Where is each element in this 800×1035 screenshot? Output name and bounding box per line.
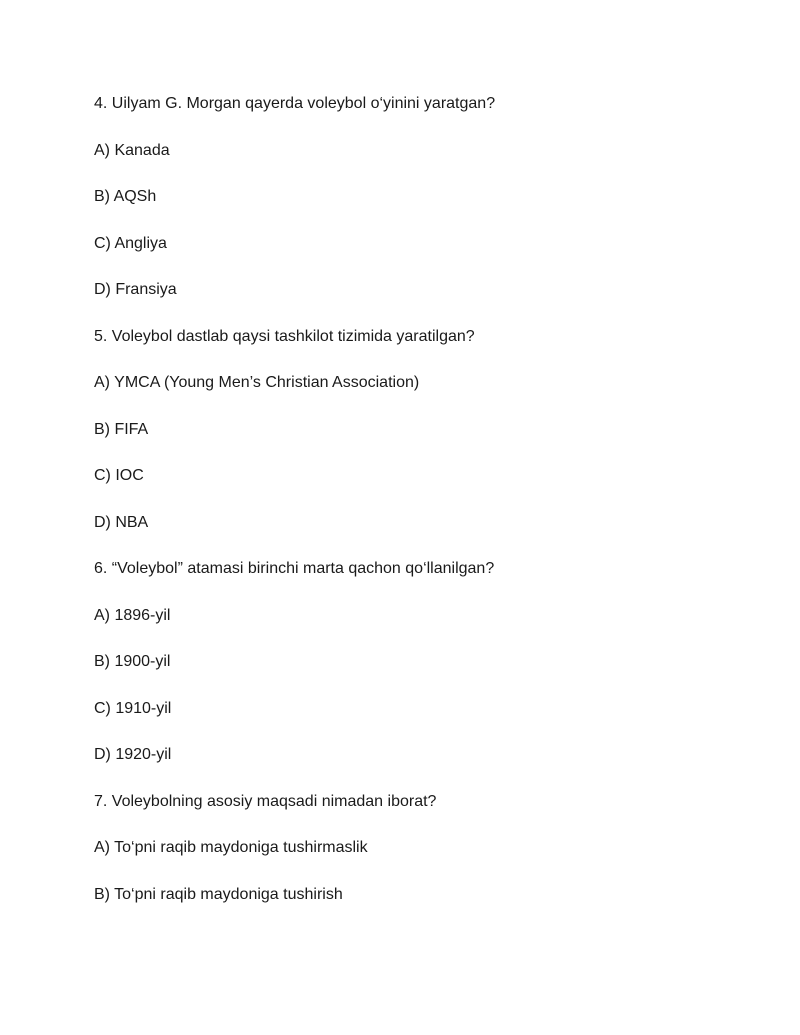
answer-option: D) Fransiya	[94, 281, 177, 298]
answer-option: C) Angliya	[94, 234, 167, 252]
question-block-7	[94, 791, 734, 906]
answer-option: B) To‘pni raqib maydoniga tushirish	[94, 885, 343, 903]
answer-option: A) To‘pni raqib maydoniga tushirmaslik	[94, 839, 368, 856]
answer-option: D) NBA	[94, 513, 149, 531]
question-text: 7. Voleybolning asosiy maqsadi nimadan iborat?	[94, 792, 437, 810]
answer-option: B) AQSh	[94, 188, 157, 205]
answer-option: D) 1920-yil	[94, 746, 172, 763]
answer-option: C) 1910-yil	[94, 699, 172, 717]
answer-option: A) Kanada	[94, 141, 170, 159]
answer-option: A) YMCA (Young Men’s Christian Association)	[94, 374, 420, 391]
question-text: 4. Uilyam G. Morgan qayerda voleybol o‘yinini yaratgan?	[94, 95, 496, 112]
question-text: 6. “Voleybol” atamasi birinchi marta qachon qo‘llanilgan?	[94, 560, 495, 577]
answer-option: B) FIFA	[94, 420, 149, 438]
question-block-5	[94, 326, 734, 534]
question-text: 5. Voleybol dastlab qaysi tashkilot tizimida yaratilgan?	[94, 327, 475, 345]
question-block-4	[94, 93, 734, 301]
answer-option: A) 1896-yil	[94, 606, 171, 624]
answer-option: B) 1900-yil	[94, 653, 171, 670]
question-block-6	[94, 558, 734, 766]
answer-option: C) IOC	[94, 467, 144, 484]
document-body	[94, 93, 734, 930]
